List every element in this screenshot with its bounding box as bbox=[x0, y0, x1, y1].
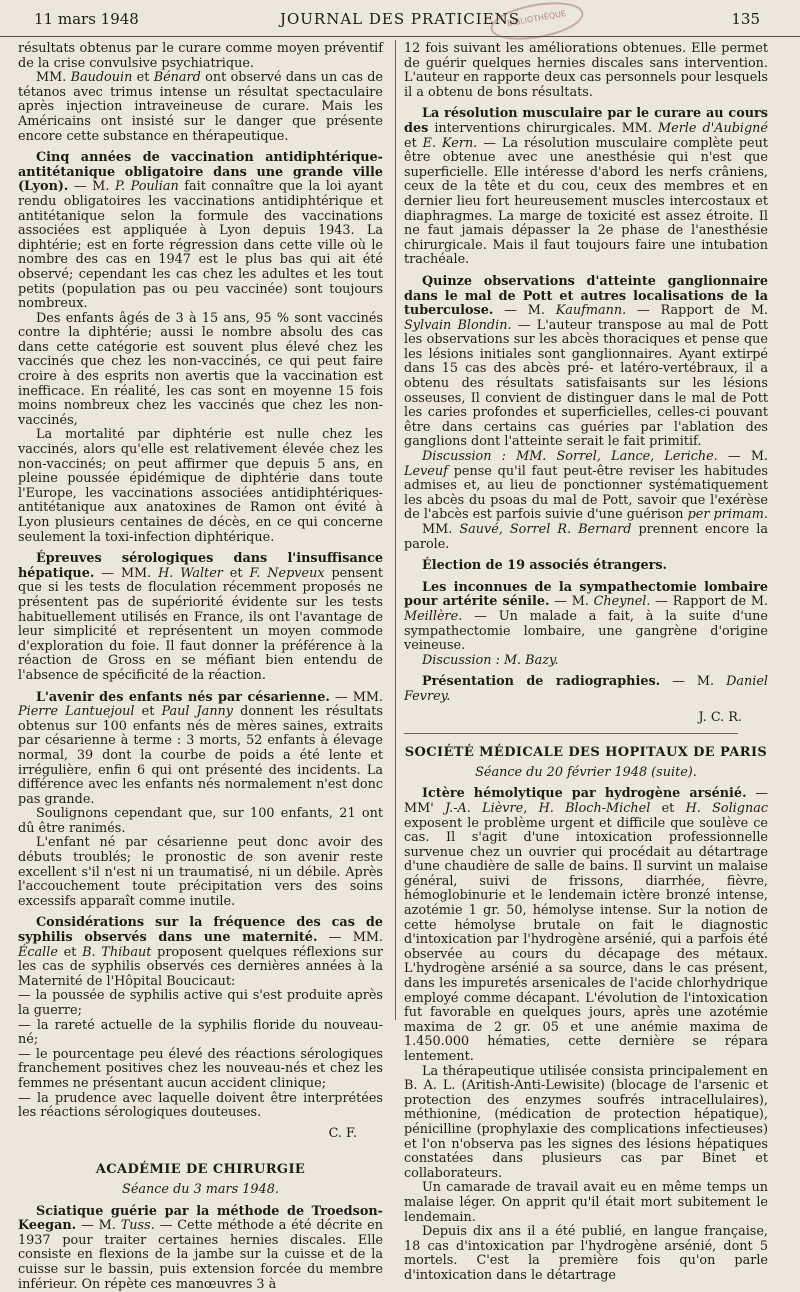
article-title: L'avenir des enfants nés par césarienne. bbox=[36, 689, 330, 705]
column-divider bbox=[395, 40, 396, 1020]
list-item: — la poussée de syphilis active qui s'est produite après la guerre; bbox=[18, 988, 383, 1018]
paragraph: 12 fois suivant les améliorations obtenues. Elle permet de guérir quelques hernies discales sans intervention. L'auteur en rapporte deux cas personnels pour lesquels il a obtenu de bons résultats. bbox=[404, 41, 768, 100]
signature: C. F. bbox=[328, 1125, 357, 1141]
paragraph: MM. Sauvé, Sorrel R. Bernard prennent encore la parole. bbox=[404, 522, 768, 552]
article-mal-de-pott: Quinze observations d'atteinte ganglionnaire dans le mal de Pott et autres localisations de la tuberculose. — M. Kaufmann. — Rapport de M. Sylvain Blondin. — L'auteur transpose au mal de Pott les observations sur les abcès thoraciques et pense que les lésions initiales sont ganglionnaires. Ayant extirpé dans 15 cas des abcès pré- et latéro-vertébraux, il a obtenu des résultats satisfaisants sur les lésions osseuses, Il convient de distinguer dans le mal de Pott les caries profondes et superficielles, celles-ci pouvant être dans certains cas guéries par l'ablation des ganglions dont l'atteinte serait le fait primitif. bbox=[404, 273, 769, 450]
list-item: — la rareté actuelle de la syphilis floride du nouveau-né; bbox=[18, 1017, 383, 1048]
article-syphilis: Considérations sur la fréquence des cas de syphilis observés dans une maternité. — MM. Écalle et B. Thibaut proposent quelques réflexions sur les cas de syphilis observés ces dernières années à la Maternité de l'Hôpital Boucicaut: bbox=[18, 915, 383, 989]
paragraph: L'enfant né par césarienne peut donc avoir des débuts troublés; le pronostic de son avenir reste excellent s'il n'est ni un traumatisé, ni un débile. Après l'accouchement toute précipitation vers des soins excessifs apparaît comme inutile. bbox=[18, 835, 383, 909]
article-cinq-annees: Cinq années de vaccination antidiphtérique-antitétanique obligatoire dans une grande ville (Lyon). — M. P. Poulian fait connaître que la loi ayant rendu obligatoires les vaccinations antidiphtérique et antitétanique selon la formule des vaccinations associées est appliquée à Lyon depuis 1943. La diphtérie; est en forte régression dans cette ville où le nombre des cas en 1947 est le plus bas qui ait été observé; cependant les cas chez les adultes et les tout petits (population pas ou peu vaccinée) sont toujours nombreux. bbox=[18, 150, 384, 312]
right-column bbox=[404, 42, 768, 1284]
paragraph: Des enfants âgés de 3 à 15 ans, 95 % sont vaccinés contre la diphtérie; aussi le nombre absolu des cas dans cette catégorie est souvent plus élevé chez les vaccinés que chez les non-vaccinés, ce qui peut faire croire à des esprits non avertis que la vaccination est inefficace. En réalité, les cas sont en moyenne 15 fois moins nombreux chez les vaccinés que chez les non-vaccinés, bbox=[18, 310, 383, 428]
article-title: La résolution musculaire par le curare au cours des bbox=[404, 106, 768, 136]
header-date: 11 mars 1948 bbox=[34, 10, 139, 28]
signature: J. C. R. bbox=[698, 709, 742, 725]
article-title: Ictère hémolytique par hydrogène arsénié. bbox=[422, 786, 747, 802]
article-ictere-hemolytique: Ictère hémolytique par hydrogène arsénié. — MM' J.-A. Lièvre, H. Bloch-Michel et H. Solignac exposent le problème urgent et difficile que soulève ce cas. Il s'agit d'une intoxication professionnelle survenue chez un ouvrier qui procédait au détartrage d'une chaudière de salle de bains. Il survint un malaise général, suivi de frissons, diarrhée, fièvre, hémoglobinurie et le lendemain ictère bronzé intense, azotémie 1 gr. 50, hémolyse intense. Sur la notion de cette hémolyse brutale on fait le diagnostic d'intoxication par l'hydrogène arsénié, qui a parfois été observée au cours du décapage des métaux. L'hydrogène arsénié a sa source, dans le cas présent, dans les impuretés arsenicales de l'acide chlorhydrique employé comme décapant. L'évolution de l'intoxication fut favorable en quelques jours, après une azotémie maxima de 2 gr. 05 et une anémie maxima de 1.450.000 hématies, cette dernière se répara lentement. bbox=[404, 786, 768, 1064]
list-item: — le pourcentage peu élevé des réactions sérologiques franchement positives chez les nouveau-nés et chez les femmes ne présentant aucun accident clinique; bbox=[18, 1046, 383, 1091]
article-avenir-enfants: L'avenir des enfants nés par césarienne. — MM. Pierre Lantuejoul et Paul Janny donnent les résultats obtenus sur 100 enfants nés de mères saines, extraits par césarienne à terme : 3 morts, 52 enfants à élevage normal, 39 dont la courbe de poids a été lente et irrégulière, enfin 6 qui ont présenté des incidents. La différence avec les enfants nés normalement n'est donc pas grande. bbox=[18, 689, 383, 807]
left-column bbox=[18, 42, 383, 1292]
paragraph: Depuis dix ans il a été publié, en langue française, 18 cas d'intoxication par l'hydrogène arsénié, dont 5 mortels. C'est la première fois qu'on parle d'intoxication dans le détartrage bbox=[404, 1224, 768, 1283]
article-resolution-curare: La résolution musculaire par le curare au cours des interventions chirurgicales. MM. Merle d'Aubigné et E. Kern. — La résolution musculaire complète peut être obtenue avec une anesthésie qui n'est que superficielle. Elle intéresse d'abord les nerfs crâniens, ceux de la tête et du cou, ceux des membres et en dernier lieu fort heureusement muscles intercostaux et diaphragmes. La marge de toxicité est assez étroite. Il ne faut jamais dépasser la 2e phase de l'anesthésie chirurgicale. Mais il faut toujours faire une intubation trachéale. bbox=[404, 106, 768, 268]
paragraph: La thérapeutique utilisée consista principalement en B. A. L. (Aritish-Anti-Lewisite) (blocage de l'arsenic et protection des enzymes soufrés intracellulaires), méthionine, (médication de protection hépatique), pénicilline (prophylaxie des complications infectieuses) et l'on n'observa pas les signes des lésions hépatiques constatées dans plusieurs cas par Binet et collaborateurs. bbox=[404, 1063, 768, 1181]
article-title: Quinze observations d'atteinte ganglionnaire dans le mal de Pott et autres localisations de la tuberculose. bbox=[404, 273, 768, 319]
article-epreuves-serologiques: Épreuves sérologiques dans l'insuffisance hépatique. — MM. H. Walter et F. Nepveux pensent que si les tests de floculation récemment proposés ne présentent pas de supériorité évidente sur les tests habituellement utilisés en France, ils ont l'avantage de leur simplicité et représentent un moyen commode d'exploration du foie. Il faut donner la préférence à la réaction de Gross en se méfiant bien entendu de l'absence de spécificité de la réaction. bbox=[18, 551, 383, 683]
library-stamp bbox=[488, 0, 586, 46]
article-election: Élection de 19 associés étrangers. bbox=[422, 558, 667, 574]
paragraph: Soulignons cependant que, sur 100 enfants, 21 ont dû être ranimés. bbox=[18, 806, 383, 836]
article-title: Présentation de radiographies. bbox=[422, 674, 661, 690]
paragraph: résultats obtenus par le curare comme moyen préventif de la crise convulsive psychiatrique. bbox=[18, 41, 383, 71]
page-header bbox=[0, 0, 800, 37]
article-title: Sciatique guérie par la méthode de Troedson-Keegan. bbox=[18, 1203, 383, 1234]
section-heading: ACADÉMIE DE CHIRURGIE bbox=[95, 1162, 306, 1178]
list-item: — la prudence avec laquelle doivent être interprétées les réactions sérologiques douteuses. bbox=[18, 1090, 383, 1121]
stamp-text: BIBLIOTHÈQUE bbox=[506, 8, 567, 29]
article-radiographies: Présentation de radiographies. — M. Daniel Fevrey. bbox=[404, 674, 768, 704]
article-sympathectomie: Les inconnues de la sympathectomie lombaire pour artérite sénile. — M. Cheynel. — Rapport de M. Meillère. — Un malade a fait, à la suite d'une sympathectomie lombaire, une gangrène d'origine veineuse. bbox=[404, 579, 769, 654]
article-title: Épreuves sérologiques dans l'insuffisance hépatique. bbox=[18, 551, 383, 581]
article-sciatique: Sciatique guérie par la méthode de Troedson-Keegan. — M. Tuss. — Cette méthode a été décrite en 1937 pour traiter certaines hernies discales. Elle consiste en flexions de la jambe sur la cuisse et de la cuisse sur le bassin, puis extension forcée du membre inférieur. On répète ces manœuvres 3 à bbox=[18, 1203, 383, 1292]
session-date: Séance du 3 mars 1948. bbox=[122, 1181, 279, 1197]
session-date: Séance du 20 février 1948 (suite). bbox=[475, 764, 697, 780]
paragraph: La mortalité par diphtérie est nulle chez les vaccinés, alors qu'elle est relativement élevée chez les non-vaccinés; on peut affirmer que depuis 5 ans, en pleine poussée épidémique de diphtérie dans toute l'Europe, les vaccinations associées antidiphtériques-antitétanique aux anatoxines de Ramon ont évité à Lyon plusieurs centaines de décès, en ce qui concerne seulement la toxi-infection diphtérique. bbox=[18, 427, 383, 545]
article-title: Considérations sur la fréquence des cas de syphilis observés dans une maternité. bbox=[18, 915, 383, 946]
paragraph: Un camarade de travail avait eu en même temps un malaise léger. On apprit qu'il était mort subitement le lendemain. bbox=[404, 1180, 768, 1225]
paragraph: MM. Baudouin et Bénard ont observé dans un cas de tétanos avec trimus intense un résultat spectaculaire après injection intraveineuse de curare. Mais les Américains ont insisté sur le danger que présente encore cette substance en thérapeutique. bbox=[18, 70, 384, 144]
section-heading: SOCIÉTÉ MÉDICALE DES HOPITAUX DE PARIS bbox=[404, 745, 768, 761]
discussion: Discussion : MM. Sorrel, Lance, Leriche. — M. Leveuf pense qu'il faut peut-être reviser les habitudes admises et, au lieu de ponctionner systématiquement les abcès du psoas du mal de Pott, savoir que l'exérèse de l'abcès est parfois suivie d'une guérison per primam. bbox=[404, 449, 769, 523]
discussion: Discussion : M. Bazy. bbox=[422, 652, 559, 668]
page-number: 135 bbox=[731, 10, 760, 28]
section-divider bbox=[404, 733, 738, 734]
article-title: Les inconnues de la sympathectomie lombaire pour artérite sénile. bbox=[404, 579, 768, 610]
article-title: Cinq années de vaccination antidiphtérique-antitétanique obligatoire dans une grande ville (Lyon). bbox=[18, 150, 383, 195]
journal-title: JOURNAL DES PRATICIENS bbox=[279, 10, 521, 28]
